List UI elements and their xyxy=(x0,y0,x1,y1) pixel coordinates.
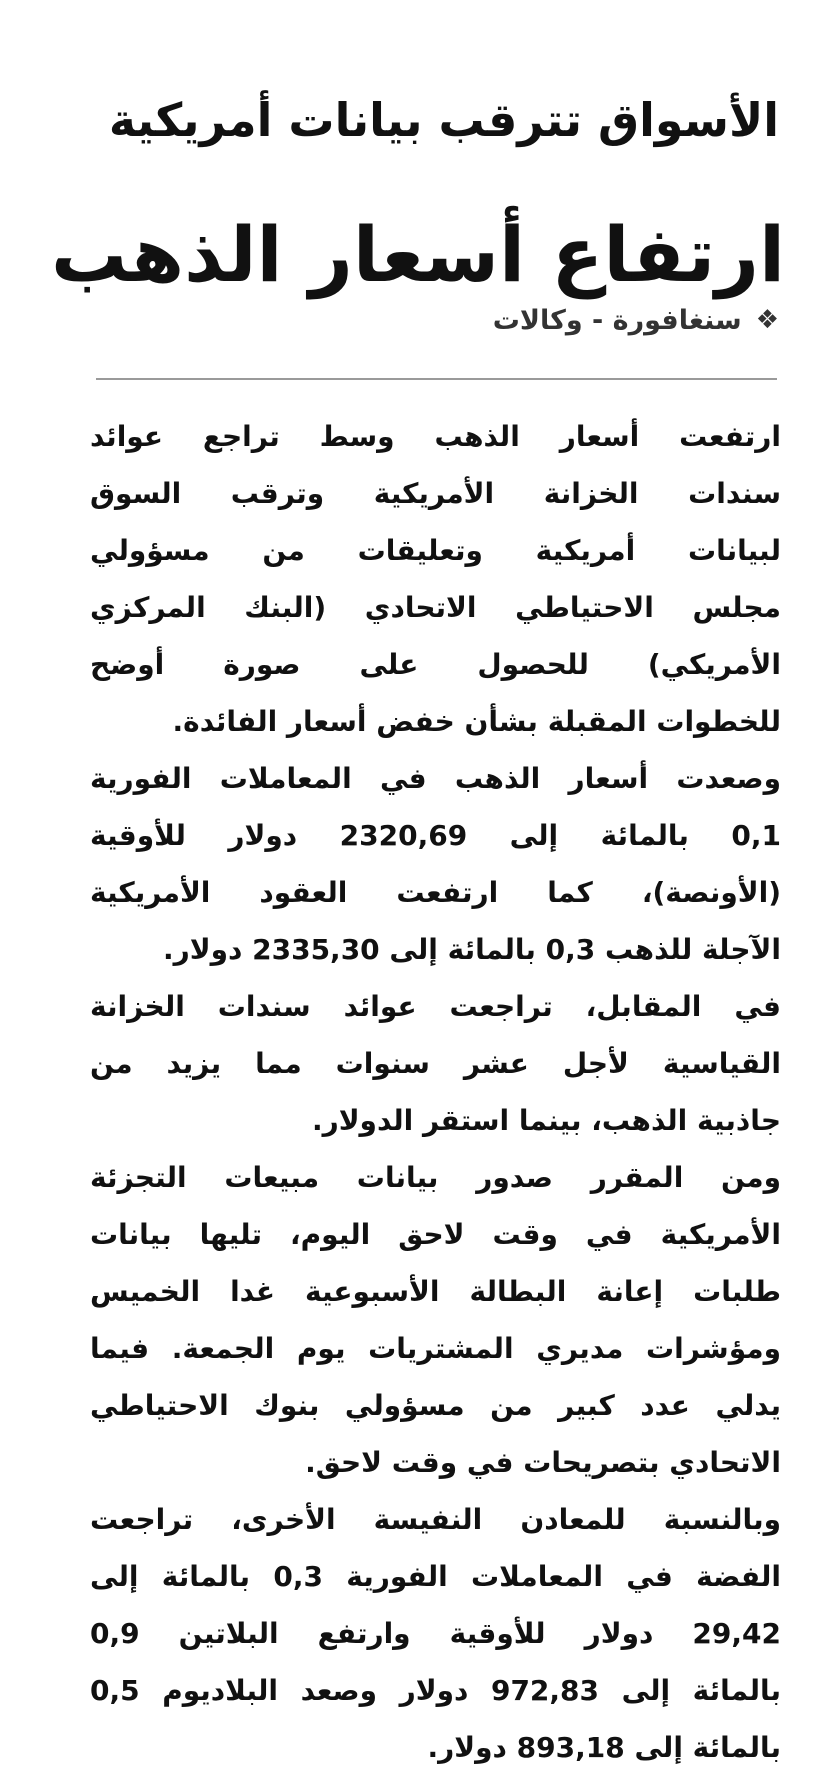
body-line: الاتحادي بتصريحات في وقت لاحق. xyxy=(305,1446,781,1479)
body-line: 0,1 بالمائة إلى 2320,69 دولار للأوقية xyxy=(90,819,781,852)
divider xyxy=(96,378,777,380)
body-line: للخطوات المقبلة بشأن خفض أسعار الفائدة. xyxy=(172,705,781,738)
article-body xyxy=(90,408,781,1776)
diamond-ornament-icon: ❖ xyxy=(755,305,779,335)
body-line: وصعدت أسعار الذهب في المعاملات الفورية xyxy=(90,762,781,795)
article-dateline xyxy=(493,298,779,342)
body-line: القياسية لأجل عشر سنوات مما يزيد من xyxy=(90,1047,781,1080)
body-line: وبالنسبة للمعادن النفيسة الأخرى، تراجعت xyxy=(90,1503,781,1536)
body-line: لبيانات أمريكية وتعليقات من مسؤولي xyxy=(90,534,781,567)
body-line: مجلس الاحتياطي الاتحادي (البنك المركزي xyxy=(90,591,781,624)
article-headline: ارتفاع أسعار الذهب xyxy=(50,209,785,299)
body-line: بالمائة إلى 893,18 دولار. xyxy=(427,1731,781,1764)
body-line: 29,42 دولار للأوقية وارتفع البلاتين 0,9 xyxy=(90,1617,781,1650)
dateline-text: سنغافورة - وكالات xyxy=(492,304,742,336)
body-line: جاذبية الذهب، بينما استقر الدولار. xyxy=(311,1104,781,1137)
body-line: ومؤشرات مديري المشتريات يوم الجمعة. فيما xyxy=(90,1332,781,1365)
body-line: الآجلة للذهب 0,3 بالمائة إلى 2335,30 دولار. xyxy=(162,933,781,966)
body-line: طلبات إعانة البطالة الأسبوعية غدا الخميس xyxy=(90,1275,781,1308)
body-line: (الأونصة)، كما ارتفعت العقود الأمريكية xyxy=(90,876,781,909)
body-line: في المقابل، تراجعت عوائد سندات الخزانة xyxy=(90,990,781,1023)
body-line: ارتفعت أسعار الذهب وسط تراجع عوائد xyxy=(90,420,781,453)
article-kicker: الأسواق تترقب بيانات أمريكية xyxy=(108,93,779,148)
body-line: يدلي عدد كبير من مسؤولي بنوك الاحتياطي xyxy=(90,1389,781,1422)
body-line: بالمائة إلى 972,83 دولار وصعد البلاديوم 0,5 xyxy=(90,1674,781,1707)
body-line: سندات الخزانة الأمريكية وترقب السوق xyxy=(90,477,781,510)
body-line: الفضة في المعاملات الفورية 0,3 بالمائة إلى xyxy=(90,1560,781,1593)
body-line: الأمريكية في وقت لاحق اليوم، تليها بيانات xyxy=(90,1218,781,1251)
body-line: ومن المقرر صدور بيانات مبيعات التجزئة xyxy=(90,1161,781,1194)
body-line: الأمريكي) للحصول على صورة أوضح xyxy=(90,648,781,681)
